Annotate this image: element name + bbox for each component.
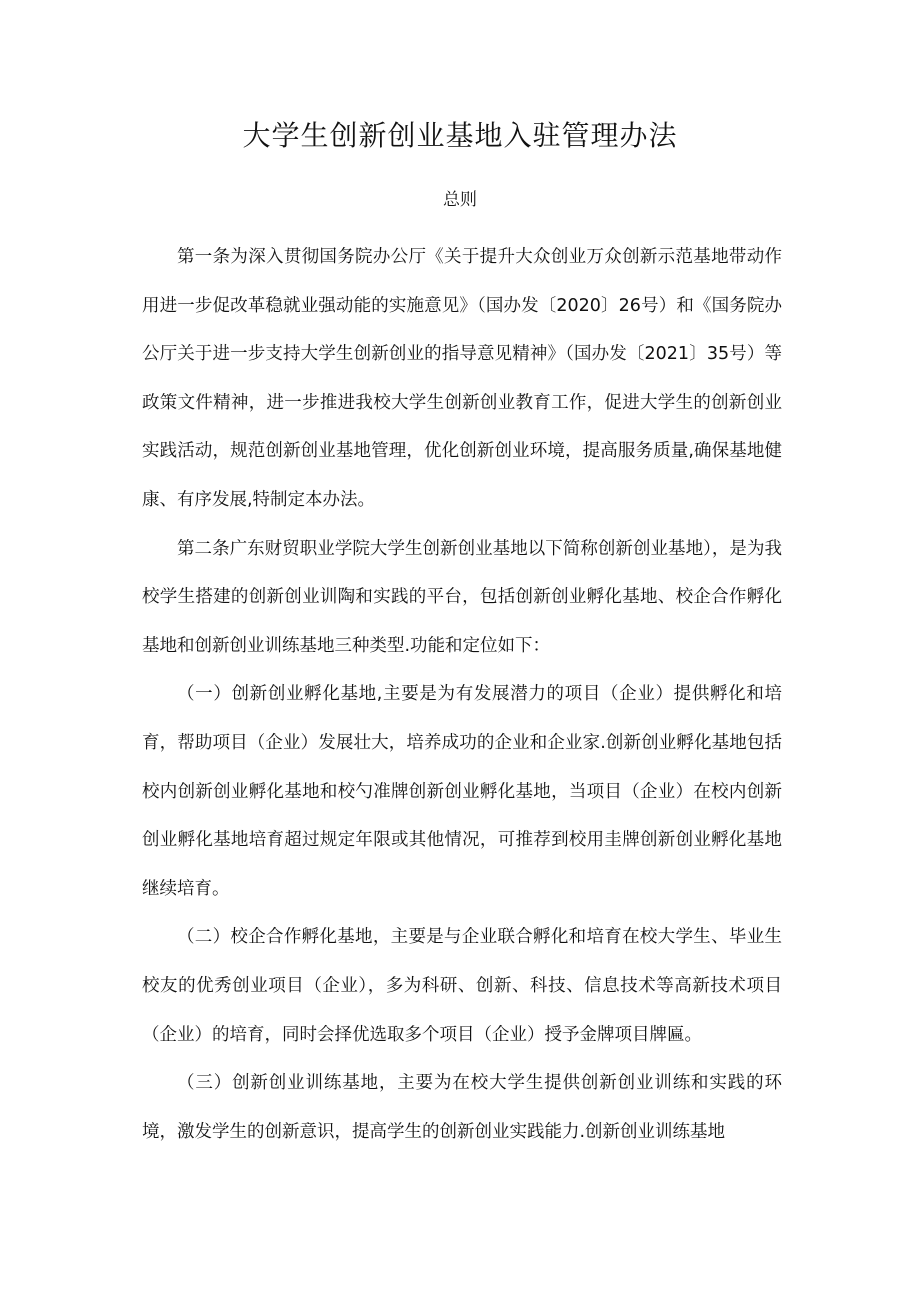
paragraph-article-2: 第二条广东财贸职业学院大学生创新创业基地以下简称创新创业基地），是为我校学生搭建的创新创业训陶和实践的平台，包括创新创业孵化基地、校企合作孵化基地和创新创业训练基地三种类型.功能和定位如下：: [142, 538, 782, 656]
paragraph-article-1: 第一条为深入贯彻国务院办公厅《关于提升大众创业万众创新示范基地带动作用进一步促改革稳就业强动能的实施意见》（国办发〔2020〕26号）和《国务院办公厅关于进一步支持大学生创新创业的指导意见精神》（国办发〔2021〕35号）等政策文件精神，进一步推进我校大学生创新创业教育工作，促进大学生的创新创业实践活动，规范创新创业基地管理，优化创新创业环境，提高服务质量,确保基地健康、有序发展,特制定本办法。: [142, 247, 782, 510]
paragraph-item-1: （一）创新创业孵化基地,主要是为有发展潜力的项目（企业）提供孵化和培育，帮助项目（企业）发展壮大，培养成功的企业和企业家.创新创业孵化基地包括校内创新创业孵化基地和校勺准牌创新创业孵化基地，当项目（企业）在校内创新创业孵化基地培育超过规定年限或其他情况，可推荐到校用圭牌创新创业孵化基地继续培育。: [142, 684, 782, 899]
document-body: [142, 233, 782, 1156]
paragraph-item-3: （三）创新创业训练基地，主要为在校大学生提供创新创业训练和实践的环境，激发学生的创新意识，提高学生的创新创业实践能力.创新创业训练基地: [142, 1073, 782, 1142]
document-title: 大学生创新创业基地入驻管理办法: [242, 119, 678, 152]
paragraph-item-2: （二）校企合作孵化基地，主要是与企业联合孵化和培育在校大学生、毕业生校友的优秀创业项目（企业），多为科研、创新、科技、信息技术等高新技术项目（企业）的培育，同时会择优选取多个项目（企业）授予金牌项目牌匾。: [142, 927, 782, 1045]
section-heading: 总则: [443, 190, 477, 210]
